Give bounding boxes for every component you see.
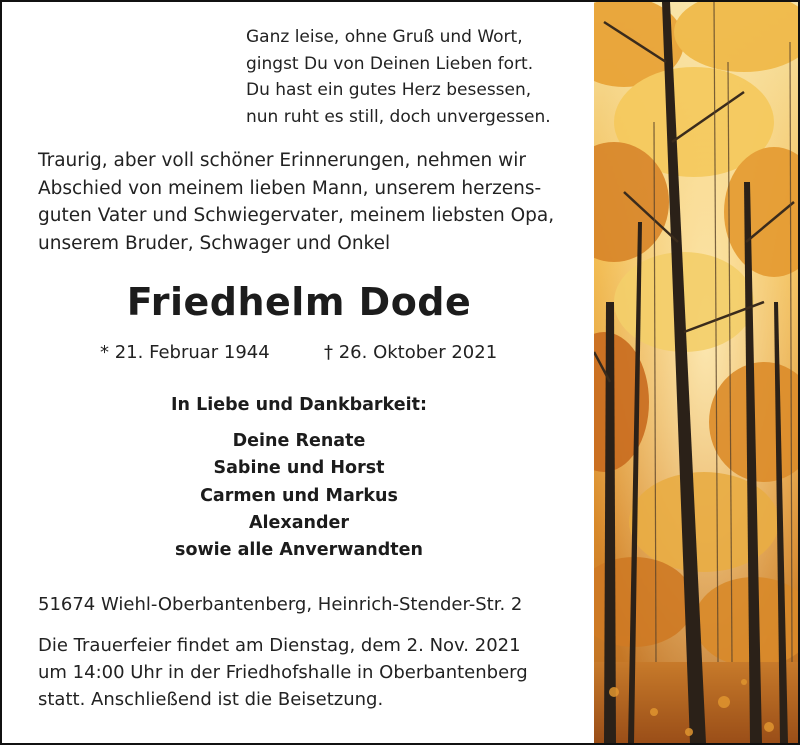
poem-line: Du hast ein gutes Herz besessen, <box>246 80 532 100</box>
mourner-item: Deine Renate <box>232 431 366 451</box>
autumn-forest-photo <box>594 2 798 743</box>
autumn-forest-image <box>594 2 798 743</box>
family-address: 51674 Wiehl-Oberbantenberg, Heinrich-Stender-Str. 2 <box>38 594 523 615</box>
mourner-item: Carmen und Markus <box>200 485 398 506</box>
mourner-item: Sabine und Horst <box>213 458 385 479</box>
birth-date: * 21. Februar 1944 <box>100 342 270 363</box>
intro-text <box>38 147 554 257</box>
mourners-heading: In Liebe und Dankbarkeit: <box>171 395 427 415</box>
intro-line: Abschied von meinem lieben Mann, unserem herzens- <box>38 177 542 199</box>
service-line: um 14:00 Uhr in der Friedhofshalle in Oberbantenberg <box>38 662 528 683</box>
service-line: statt. Anschließend ist die Beisetzung. <box>38 689 384 710</box>
service-details <box>38 632 528 713</box>
death-date: † 26. Oktober 2021 <box>324 342 498 363</box>
poem-line: nun ruht es still, doch unvergessen. <box>246 106 551 127</box>
poem-line: gingst Du von Deinen Lieben fort. <box>246 53 534 74</box>
mourner-item: sowie alle Anverwandten <box>175 540 423 561</box>
poem <box>246 24 551 130</box>
mourner-item: Alexander <box>249 512 349 533</box>
intro-line: unserem Bruder, Schwager und Onkel <box>38 232 391 254</box>
mourners-list <box>2 428 596 564</box>
service-line: Die Trauerfeier findet am Dienstag, dem 2. Nov. 2021 <box>38 635 521 656</box>
poem-line: Ganz leise, ohne Gruß und Wort, <box>246 27 523 47</box>
intro-line: Traurig, aber voll schöner Erinnerungen, nehmen wir <box>38 150 526 171</box>
text-column <box>2 2 596 743</box>
intro-line: guten Vater und Schwiegervater, meinem liebsten Opa, <box>38 205 555 226</box>
deceased-name: Friedhelm Dode <box>126 280 472 324</box>
